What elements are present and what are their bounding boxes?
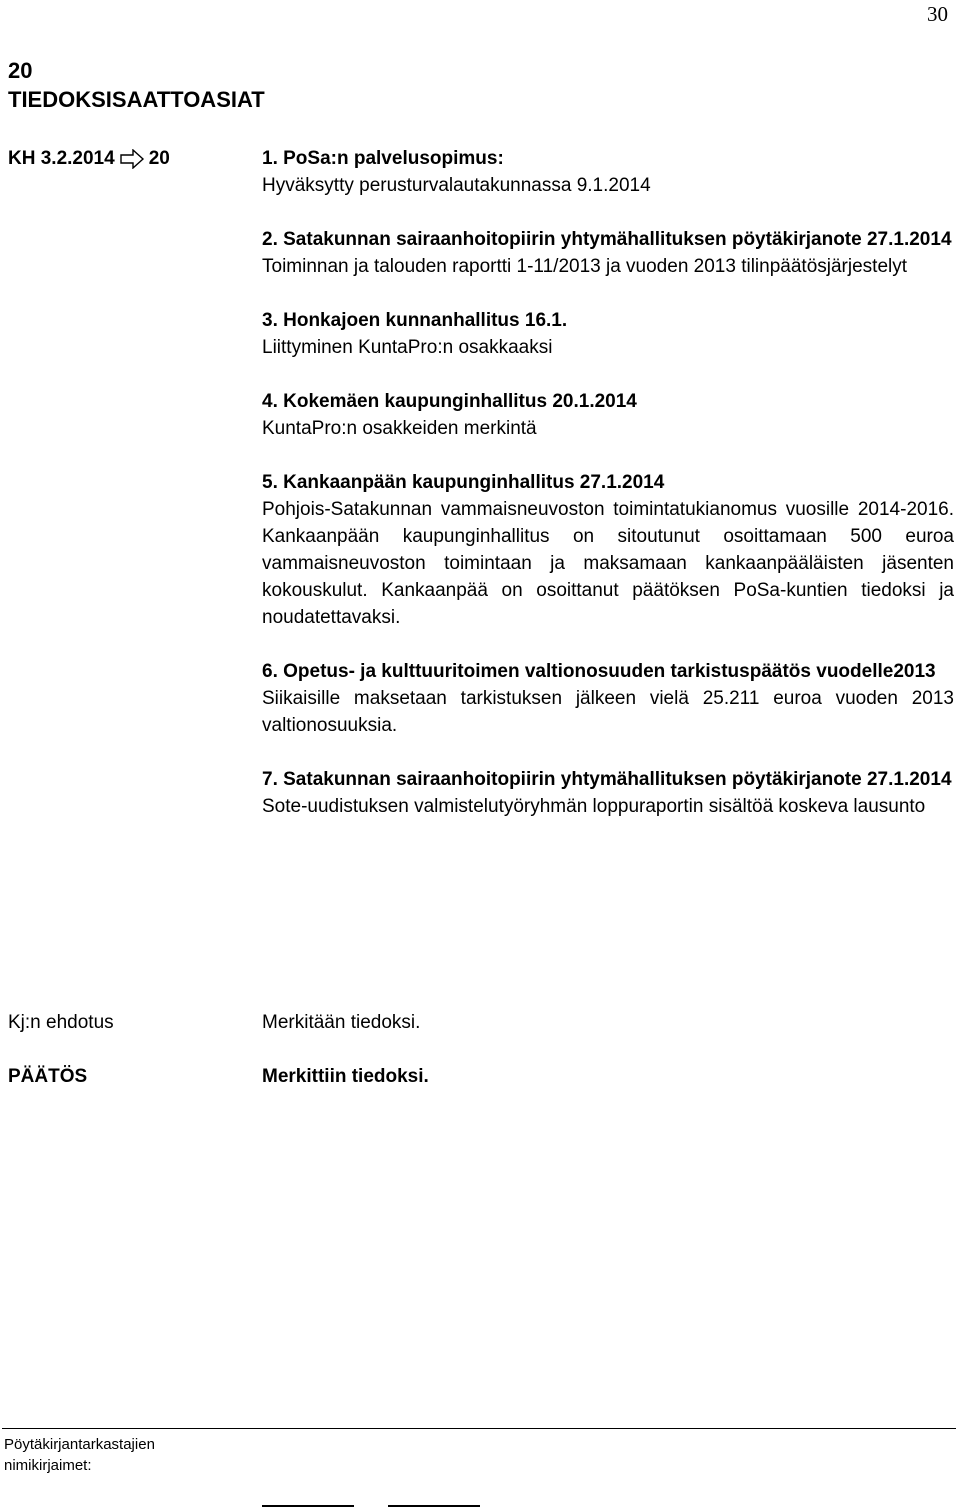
item-title: 1. PoSa:n palvelusopimus:: [262, 148, 504, 169]
list-item: [262, 388, 954, 442]
item-title: 3. Honkajoen kunnanhallitus 16.1.: [262, 310, 568, 331]
arrow-right-icon: [119, 149, 145, 169]
list-item: [262, 226, 954, 280]
item-title: 2. Satakunnan sairaanhoitopiirin yhtymähallituksen pöytäkirjanote 27.1.2014: [262, 229, 952, 250]
list-item: [262, 469, 954, 631]
items-list: [262, 145, 954, 847]
signature-line-2: [388, 1505, 480, 1507]
footer-line-1: Pöytäkirjantarkastajien: [4, 1436, 155, 1453]
list-item: [262, 307, 954, 361]
section-title: TIEDOKSISAATTOASIAT: [8, 87, 265, 112]
item-title: 4. Kokemäen kaupunginhallitus 20.1.2014: [262, 391, 637, 412]
item-title: 7. Satakunnan sairaanhoitopiirin yhtymähallituksen pöytäkirjanote 27.1.2014: [262, 769, 952, 790]
section-heading: [8, 56, 265, 114]
item-description: Pohjois-Satakunnan vammaisneuvoston toimintatukianomus vuosille 2014-2016. Kankaanpään kaupunginhallitus on sitoutunut osoittamaan 500 euroa vammaisneuvoston toimintaan ja maksamaan kankaanpääläisten jäsenten kokouskulut. Kankaanpää on osoittanut päätöksen PoSa-kuntien tiedoksi ja noudatettavaksi.: [262, 499, 954, 628]
page-number: 30: [927, 2, 948, 26]
list-item: [262, 145, 954, 199]
footer-line-2: nimikirjaimet:: [4, 1457, 92, 1474]
item-description: Toiminnan ja talouden raportti 1-11/2013 ja vuoden 2013 tilinpäätösjärjestelyt: [262, 256, 908, 277]
footer-note: [4, 1434, 155, 1476]
item-title: 5. Kankaanpään kaupunginhallitus 27.1.2014: [262, 472, 665, 493]
proposal-label: Kj:n ehdotus: [8, 1012, 114, 1033]
list-item: [262, 658, 954, 739]
decision-text: Merkittiin tiedoksi.: [262, 1066, 429, 1087]
item-title: 6. Opetus- ja kulttuuritoimen valtionosuuden tarkistuspäätös vuodelle2013: [262, 661, 936, 682]
item-description: Hyväksytty perusturvalautakunnassa 9.1.2014: [262, 175, 651, 196]
item-description: KuntaPro:n osakkeiden merkintä: [262, 418, 537, 439]
item-description: Siikaisille maksetaan tarkistuksen jälkeen vielä 25.211 euroa vuoden 2013 valtionosuuksia.: [262, 688, 954, 736]
section-number: 20: [8, 58, 33, 83]
decision-label: PÄÄTÖS: [8, 1066, 88, 1087]
footer-divider: [2, 1428, 956, 1429]
meeting-reference: [8, 145, 170, 172]
proposal-text: Merkitään tiedoksi.: [262, 1012, 421, 1033]
item-description: Liittyminen KuntaPro:n osakkaaksi: [262, 337, 553, 358]
meeting-item-number: 20: [148, 148, 170, 169]
meeting-ref-date: KH 3.2.2014: [8, 148, 115, 169]
list-item: [262, 766, 954, 820]
signature-line-1: [262, 1505, 354, 1507]
item-description: Sote-uudistuksen valmistelutyöryhmän loppuraportin sisältöä koskeva lausunto: [262, 796, 926, 817]
